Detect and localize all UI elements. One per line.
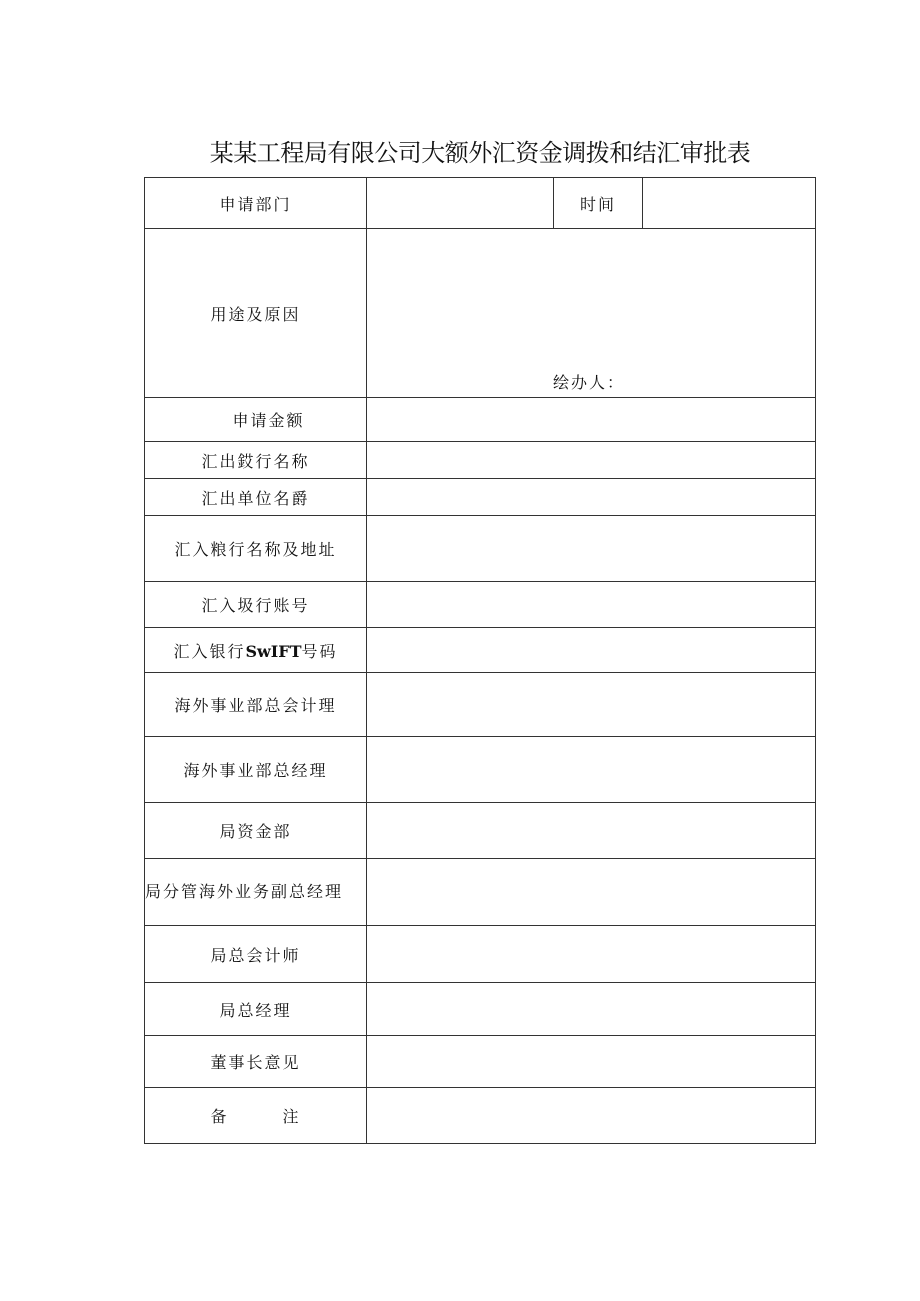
table-row <box>145 983 816 1036</box>
table-row <box>145 628 816 673</box>
table-row <box>145 859 816 926</box>
table-row <box>145 479 816 516</box>
receive-bank-address-label: 汇入粮行名称及地址 <box>145 516 367 582</box>
receive-account-label: 汇入圾行账号 <box>145 582 367 628</box>
bureau-general-manager-field[interactable] <box>367 983 816 1036</box>
overseas-chief-accountant-field[interactable] <box>367 673 816 737</box>
remarks-label-part1: 备 <box>210 1107 229 1126</box>
table-row <box>145 398 816 442</box>
table-row <box>145 1036 816 1088</box>
time-field[interactable] <box>643 178 816 229</box>
table-row <box>145 582 816 628</box>
header-row <box>145 178 816 229</box>
table-row <box>145 803 816 859</box>
apply-amount-field[interactable] <box>367 398 816 442</box>
receive-bank-address-field[interactable] <box>367 516 816 582</box>
table-row <box>145 737 816 803</box>
table-row <box>145 516 816 582</box>
swift-code-label <box>145 628 367 673</box>
remarks-field[interactable] <box>367 1088 816 1144</box>
chairman-opinion-field[interactable] <box>367 1036 816 1088</box>
swift-label-suffix: 号码 <box>301 641 338 661</box>
apply-amount-label: 申请金额 <box>145 398 367 442</box>
bureau-chief-accountant-field[interactable] <box>367 926 816 983</box>
overseas-general-manager-field[interactable] <box>367 737 816 803</box>
table-row <box>145 673 816 737</box>
deputy-general-manager-label: 局分管海外业务副总经理 <box>145 859 367 926</box>
remarks-label-part2: 注 <box>282 1107 301 1126</box>
chairman-opinion-label: 董事长意见 <box>145 1036 367 1088</box>
remit-bank-name-label: 汇出銰行名称 <box>145 442 367 479</box>
bureau-general-manager-label: 局总经理 <box>145 983 367 1036</box>
remit-unit-name-field[interactable] <box>367 479 816 516</box>
deputy-general-manager-field[interactable] <box>367 859 816 926</box>
purpose-label: 用途及原因 <box>145 229 367 398</box>
handler-label: 绘办人： <box>553 373 626 392</box>
swift-label-bold: SwIFT <box>245 641 302 661</box>
remit-unit-name-label: 汇出单位名爵 <box>145 479 367 516</box>
remarks-row <box>145 1088 816 1144</box>
overseas-general-manager-label: 海外事业部总经理 <box>145 737 367 803</box>
remit-bank-name-field[interactable] <box>367 442 816 479</box>
table-row <box>145 442 816 479</box>
purpose-field[interactable] <box>367 229 816 398</box>
bureau-chief-accountant-label: 局总会计师 <box>145 926 367 983</box>
department-label: 申请部门 <box>145 178 367 229</box>
bureau-finance-dept-label: 局资金部 <box>145 803 367 859</box>
remarks-label <box>145 1088 367 1144</box>
overseas-chief-accountant-label: 海外事业部总会计理 <box>145 673 367 737</box>
time-label: 时间 <box>554 178 643 229</box>
swift-code-field[interactable] <box>367 628 816 673</box>
department-field[interactable] <box>367 178 554 229</box>
receive-account-field[interactable] <box>367 582 816 628</box>
table-row <box>145 926 816 983</box>
approval-form-table <box>144 177 816 1144</box>
swift-label-prefix: 汇入银行 <box>173 641 246 661</box>
purpose-row <box>145 229 816 398</box>
form-title: 某某工程局有限公司大额外汇资金调拨和结汇审批表 <box>209 139 751 167</box>
bureau-finance-dept-field[interactable] <box>367 803 816 859</box>
